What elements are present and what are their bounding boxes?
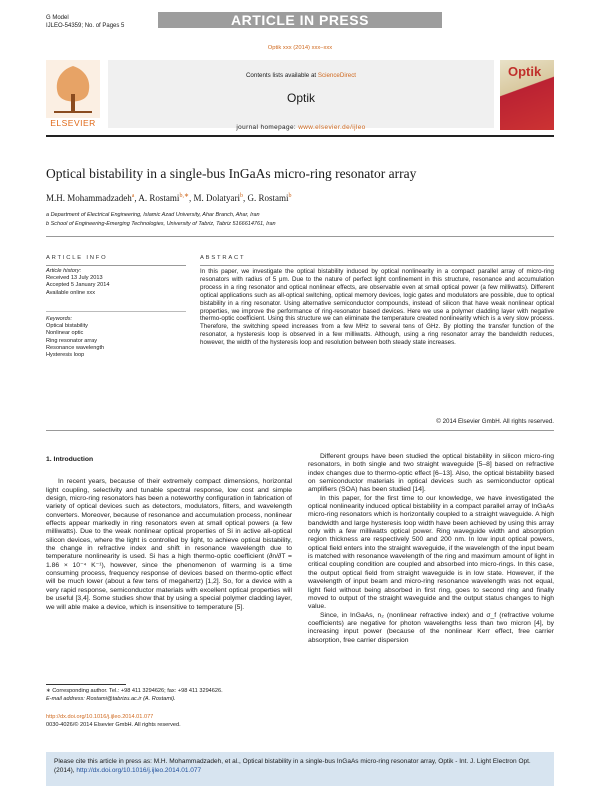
keywords-rule bbox=[46, 311, 186, 312]
publisher-logo-text: ELSEVIER bbox=[50, 118, 96, 128]
keywords-label: Keywords: bbox=[46, 316, 73, 322]
journal-homepage bbox=[108, 124, 494, 131]
email-note: E-mail address: Rostami@tabrizu.ac.ir (A. Rostami). bbox=[46, 696, 176, 702]
abstract-copyright: © 2014 Elsevier GmbH. All rights reserved. bbox=[436, 418, 554, 425]
article-in-press-banner: ARTICLE IN PRESS bbox=[158, 12, 442, 28]
author-1: M.H. Mohammadzadeh bbox=[46, 193, 132, 203]
author-2-mark[interactable]: b,∗ bbox=[179, 193, 189, 199]
article-title: Optical bistability in a single-bus InGaAs micro-ring resonator array bbox=[46, 166, 417, 181]
history-accepted: Accepted 5 January 2014 bbox=[46, 282, 110, 289]
paragraph: Different groups have been studied the optical bistability in silicon micro-ring resonators, in both single and two straight waveguide [5–8] based on refractive index changes due to thermo-optic effect [6–13]. Also, the optical bistability based on semiconductor materials in optical devices such as semiconductor optical amplifiers (SOA) has been studied [14]. bbox=[308, 453, 554, 494]
affiliation-b: b School of Engineering-Emerging Technologies, University of Tabriz, Tabriz 5166614761, Iran bbox=[46, 221, 276, 227]
issn-line: 0030-4026/© 2014 Elsevier GmbH. All rights reserved. bbox=[46, 722, 181, 728]
keyword: Nonlinear optic bbox=[46, 330, 84, 337]
abstract-heading: ABSTRACT bbox=[200, 255, 246, 261]
model-label: G Model bbox=[46, 15, 69, 21]
sciencedirect-link[interactable]: ScienceDirect bbox=[317, 72, 357, 79]
article-id: IJLEO-54359; No. of Pages 5 bbox=[46, 23, 125, 29]
elsevier-logo bbox=[46, 60, 100, 130]
article-info-heading: ARTICLE INFO bbox=[46, 255, 108, 261]
homepage-prefix: journal homepage: bbox=[236, 124, 299, 131]
corresponding-author-note: ∗ Corresponding author. Tel.: +98 411 3294626; fax: +98 411 3294626. bbox=[46, 688, 223, 694]
affiliation-a: a Department of Electrical Engineering, Islamic Azad University, Ahar Branch, Ahar, Iran bbox=[46, 212, 260, 218]
keyword: Optical bistability bbox=[46, 323, 88, 330]
paragraph: In recent years, because of their extremely compact dimensions, horizontal light coupling, selectivity and tunable spectral response, low cost and simple design, micro-ring resonators has been a noteworthy configuration in fabrication of variety of optical devices such as detectors, modulators, filters, and wavelength converters. Moreover, because of resonance and accumulation process, nonlinear effects appear markedly in ring resonators even at small optical powers (a few milliwatts). Due to the weak nonlinear optical properties of Si in active all-optical silicon devices, where the light is controlled by light, to achieve optical bistability, the change in refractive index and shift in resonance wavelength due to temperature nonlinearity is used. Si has a high thermo-optic coefficient (∂n/∂T = 1.86 × 10⁻⁴ K⁻¹), however, since the phenomenon of warming is a time consuming process, frequency response of devices based on thermo-optic effect will be much lower (about a few tens of megahertz) [1,2]. So, for a device with a very rapid response, semiconductor materials with excellent optical properties will be useful [3,4]. Some studies show that by using a special polymer cladding layer, we will able make a device, which is insensitive to temperature [5]. bbox=[46, 478, 292, 611]
article-info-rule bbox=[46, 265, 186, 266]
keyword: Hysteresis loop bbox=[46, 352, 85, 359]
section-title-introduction: 1. Introduction bbox=[46, 456, 94, 463]
abstract-bottom-rule bbox=[46, 430, 554, 431]
author-1-mark[interactable]: a bbox=[131, 193, 135, 199]
journal-meta bbox=[46, 14, 124, 30]
keyword: Resonance wavelength bbox=[46, 344, 105, 351]
journal-cover-thumbnail bbox=[500, 60, 554, 130]
author-4-mark[interactable]: b bbox=[288, 193, 292, 199]
footnote-rule bbox=[46, 684, 126, 685]
paragraph: In this paper, for the first time to our knowledge, we have investigated the optical nonlinearity induced optical bistability in a compact parallel array of InGaAs micro-ring resonators which is horizontally coupled to a straight waveguide. A high bandwidth and large hysteresis loop width have been achieved by using this array only with a few milliwatts optical power. Ring waveguide width and absorption region thickness are respectively 500 and 200 nm. In low input optical powers, optical field enters into the straight waveguide, if the wavelength of the input beam is matched with resonance wavelength of the ring and maximum amount of light in critical coupling condition are coupled and absorbed into micro-rings. In this case, the output optical field from straight waveguide is in low state. However, if the wavelength of input beam and micro-ring resonance wavelength was not equal, light field without being absorbed in first ring, goes to second ring and finally moved to output of the straight waveguide and the output status changes to high value. bbox=[308, 494, 554, 611]
author-4: G. Rostami bbox=[247, 193, 289, 203]
header-rule bbox=[46, 135, 554, 137]
history-label: Article history: bbox=[46, 268, 82, 274]
keyword: Ring resonator array bbox=[46, 337, 97, 344]
article-history bbox=[46, 268, 186, 297]
body-right-column bbox=[308, 453, 554, 645]
keywords bbox=[46, 316, 186, 359]
author-3: M. Dolatyari bbox=[193, 193, 240, 203]
abstract-text: In this paper, we investigate the optical bistability induced by optical nonlinearity in a compact parallel array of micro-ring resonators with radius of 5 μm. Due to the nature of perfect light confinement in this structure, resonance and accumulation process in a ring resonator and optical nonlinear effects, are observable even at small optical power (a few milliwatts). Different optical applications such as all-optical switching, optical memory devices, logic gates and modulators are possible, due to optical bistability in a ring resonator. Using alternative semiconductor compounds, instead of silicon that have weak nonlinear optical properties, we improve the performance of ring-resonator based devices. Here we use a polymer cladding layer with negative thermo-optic coefficient. Using this structure we can eliminate the temperature created nonlinearity which is a very slow process. Therefore, the switching speed increases from a few MHz to several tens of GHz. By plotting the transfer function of the resonator, a hysteresis loop is observed in a few milliwatts. Although, using a ring resonator array the bandwidth reduces, however, the width of the hysteresis loop and resolution between both steady state increases. bbox=[200, 268, 554, 347]
contents-line bbox=[108, 72, 494, 79]
affiliation-rule bbox=[46, 236, 554, 237]
abstract-rule bbox=[200, 265, 554, 266]
doi-link[interactable]: http://dx.doi.org/10.1016/j.ijleo.2014.01.077 bbox=[46, 714, 154, 720]
author-2: A. Rostami bbox=[138, 193, 180, 203]
homepage-link[interactable]: www.elsevier.de/ijleo bbox=[298, 124, 366, 131]
body-left-column bbox=[46, 456, 292, 612]
journal-issue-line: Optik xxx (2014) xxx–xxx bbox=[267, 45, 333, 51]
citation-prefix: Please cite this article in press as: M.H. Mohammadzadeh, et al., Optical bistability in a single-bus InGaAs micro-ring resonator array, Optik - Int. J. Light Electron Opt. (2014), bbox=[54, 758, 531, 774]
cover-title: Optik bbox=[508, 64, 542, 79]
history-online: Available online xxx bbox=[46, 289, 96, 296]
contents-prefix: Contents lists available at bbox=[245, 72, 318, 79]
author-3-mark[interactable]: b bbox=[239, 193, 243, 199]
author-list: M.H. Mohammadzadeh$^a$, A. Rostami$^{b,∗}$, M. Dolatyari$^b$, G. Rostami$^b$ bbox=[46, 193, 292, 203]
citation-doi-link[interactable]: http://dx.doi.org/10.1016/j.ijleo.2014.01.077 bbox=[76, 767, 202, 774]
history-received: Received 13 July 2013 bbox=[46, 275, 103, 282]
paragraph: Since, in InGaAs, n₂ (nonlinear refractive index) and σ_f (refractive volume coefficients) are negative for photon wavelengths less than two micron [4], by increasing input power (because of the nonlinear Kerr effect, free carrier absorption, free carrier dispersion bbox=[308, 611, 554, 644]
journal-name: Optik bbox=[286, 91, 315, 105]
citation-text bbox=[54, 757, 546, 775]
